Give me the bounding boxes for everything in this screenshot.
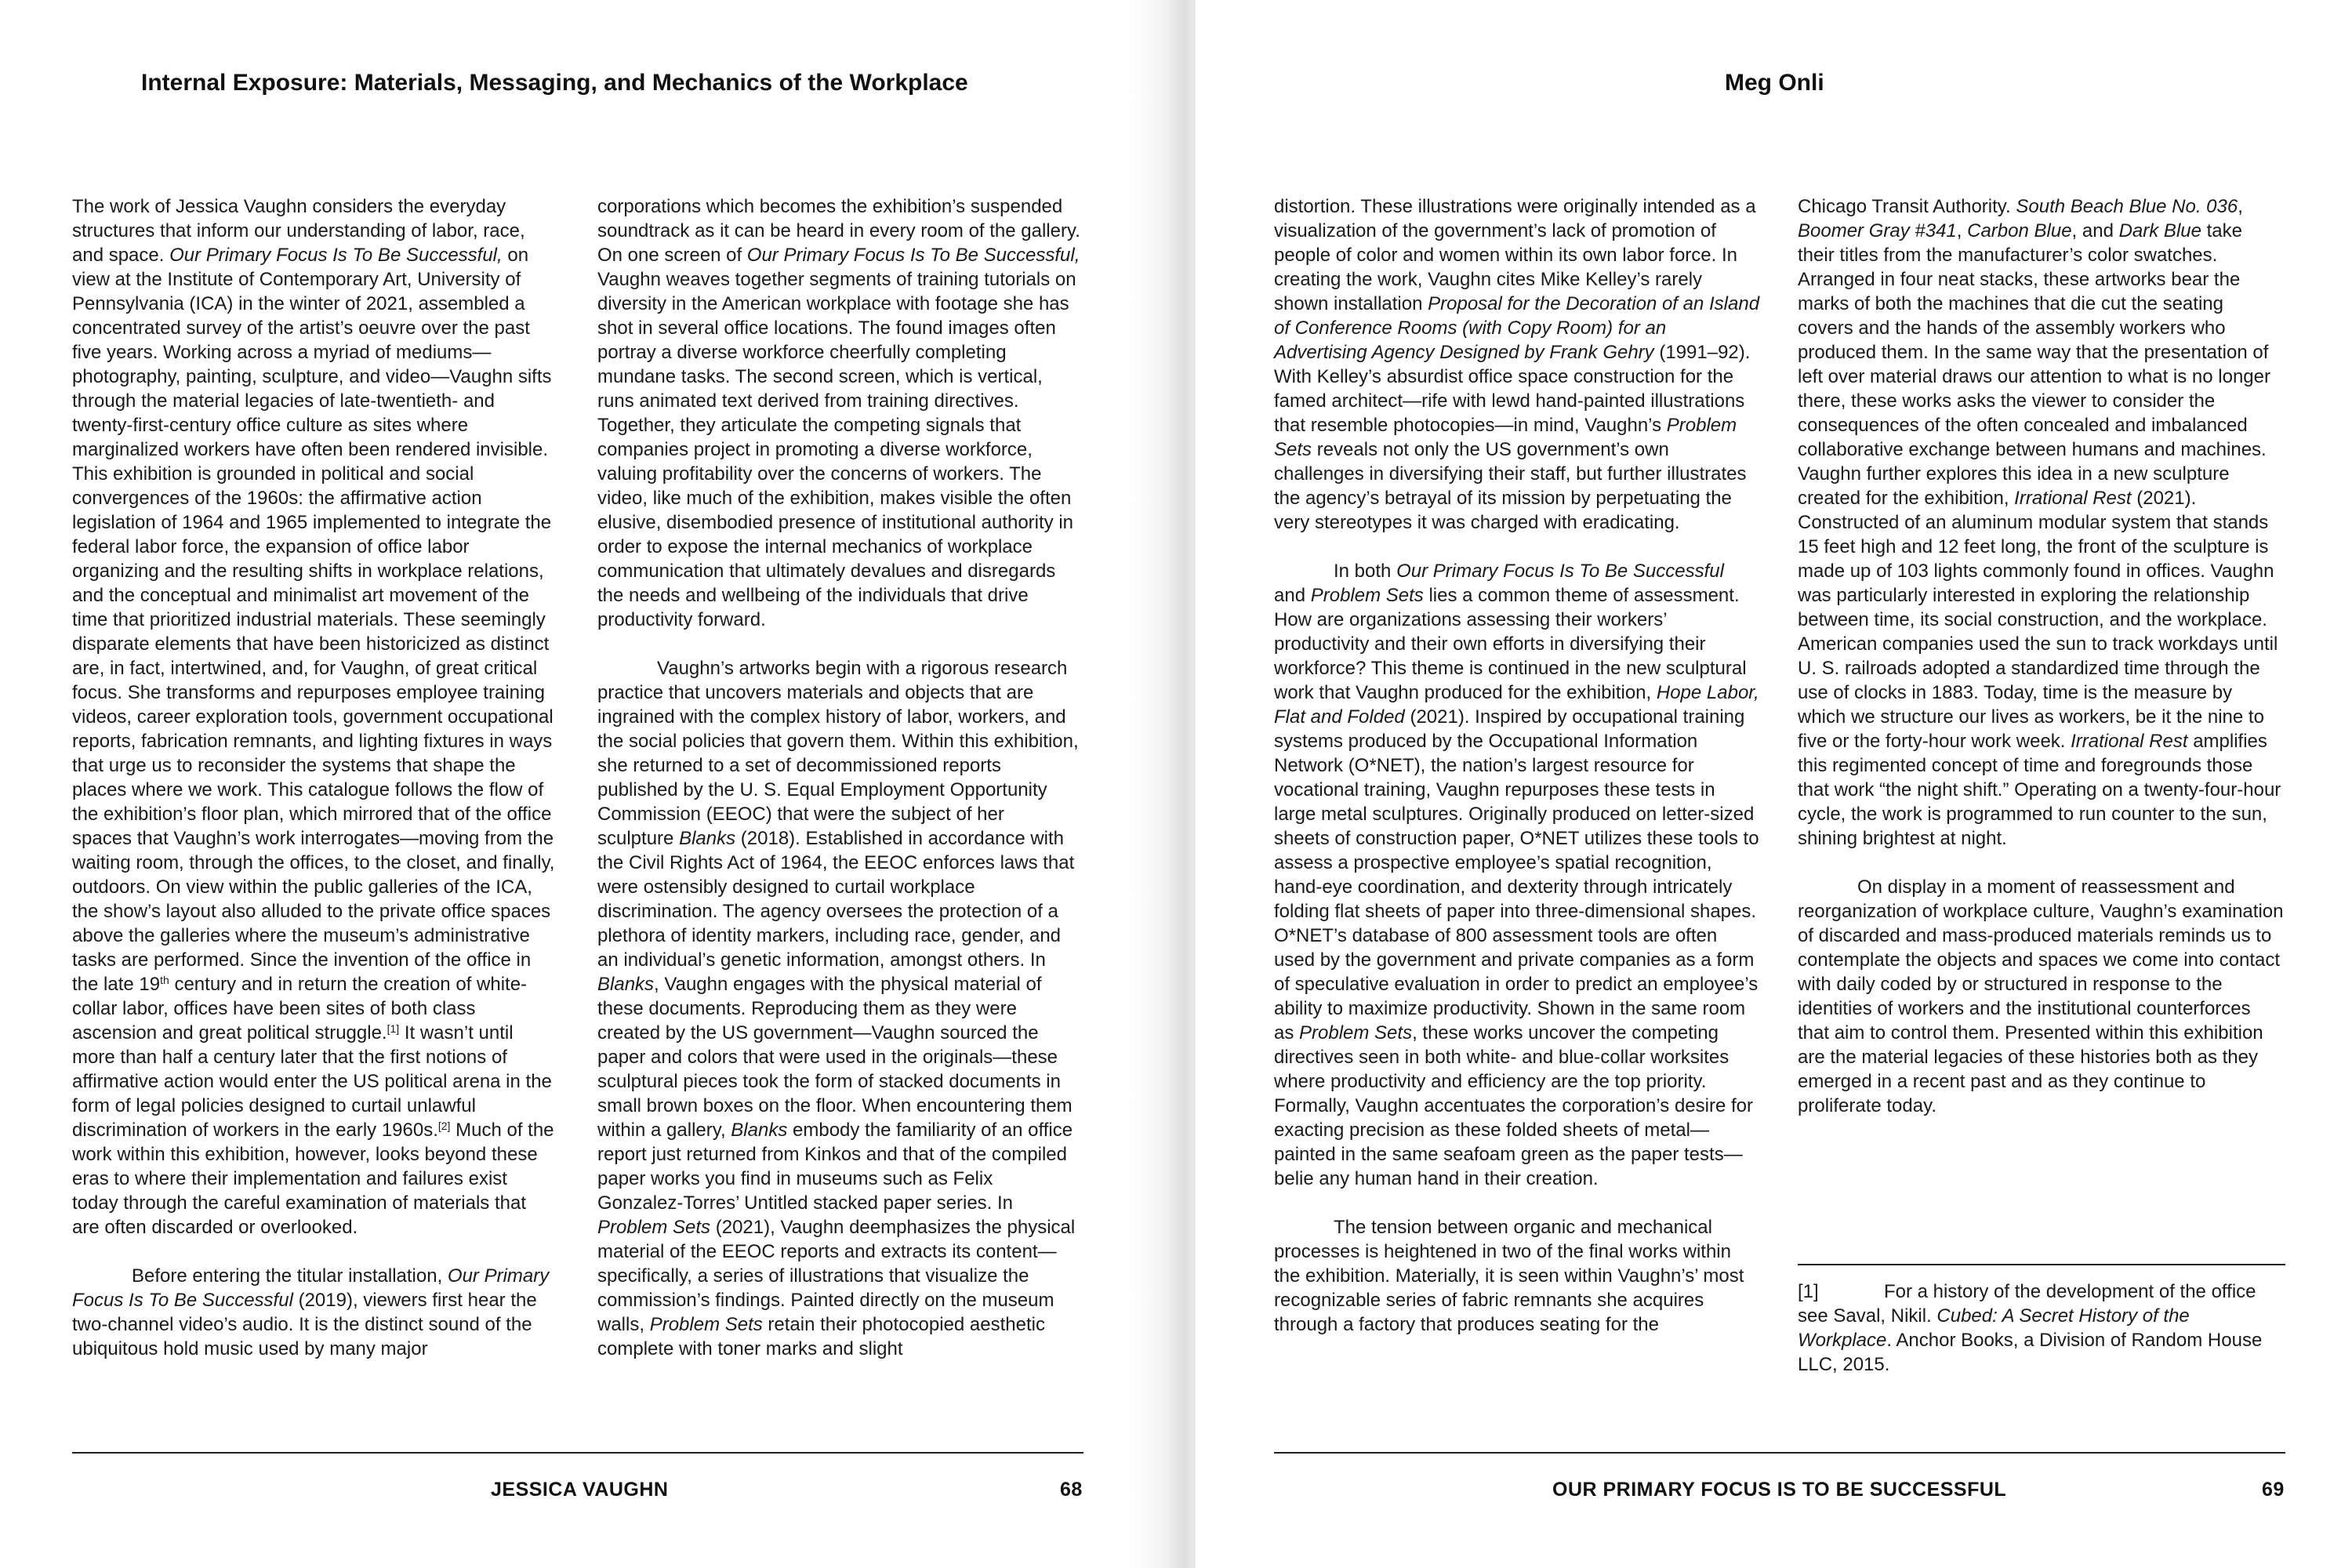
page-number-left: 68 — [1060, 1479, 1083, 1501]
paragraph: Before entering the titular installation, Our Primary Focus Is To Be Successful (2019), viewers first hear the two-channel video’s audio. It is the distinct sound of the ubiquitous hold music used by many major — [72, 1265, 550, 1359]
right-page — [1196, 0, 2352, 1568]
running-header-right: Meg Onli — [1725, 70, 1824, 96]
left-page-column-1 — [72, 194, 558, 1385]
footnote-rule — [1798, 1264, 2285, 1265]
footnote-number: [1] — [1798, 1281, 1819, 1302]
footer-rule — [1274, 1452, 2285, 1454]
paragraph: Chicago Transit Authority. South Beach Blue No. 036, Boomer Gray #341, Carbon Blue, and Dark Blue take their titles from the manufacturer’s color swatches. Arranged in four neat stacks, these artworks bear the marks of both the machines that die cut the seating covers and the hands of the assembly workers who produced them. In the same way that the presentation of left over material draws our attention to what is no longer there, these works asks the viewer to consider the consequences of the often concealed and imbalanced collaborative exchange between humans and machines. Vaughn further explores this idea in a new sculpture created for the exhibition, Irrational Rest (2021). Constructed of an aluminum modular system that stands 15 feet high and 12 feet long, the front of the sculpture is made up of 103 lights commonly found in offices. Vaughn was particularly interested in exploring the relationship between time, its social construction, and the workplace. American companies used the sun to track workdays until U. S. railroads adopted a standardized time through the use of clocks in 1883. Today, time is the measure by which we structure our lives as workers, be it the nine to five or the forty-hour work week. Irrational Rest amplifies this regimented concept of time and foregrounds those that work “the night shift.” Operating on a twenty-four-hour cycle, the work is programmed to run counter to the sun, shining brightest at night. — [1798, 196, 2281, 849]
running-header-left: Internal Exposure: Materials, Messaging, and Mechanics of the Workplace — [141, 70, 968, 96]
page-number-right: 69 — [2262, 1479, 2285, 1501]
footnote-ref-2[interactable]: [2] — [437, 1120, 451, 1132]
right-page-column-1 — [1274, 194, 1760, 1361]
running-footer-left: JESSICA VAUGHN — [491, 1479, 669, 1501]
paragraph: The work of Jessica Vaughn considers the everyday structures that inform our understanding of labor, race, and space. Our Primary Focus Is To Be Successful, on view at the Institute of Contemporary Art, University of Pennsylvania (ICA) in the winter of 2021, assembled a concentrated survey of the artist’s oeuvre over the past five years. Working across a myriad of mediums—photography, painting, sculpture, and video—Vaughn sifts through the material legacies of late-twentieth- and twenty-first-century office culture as sites where marginalized workers have often been rendered invisible. This exhibition is grounded in political and social convergences of the 1960s: the affirmative action legislation of 1964 and 1965 implemented to integrate the federal labor force, the expansion of office labor organizing and the resulting shifts in workplace relations, and the conceptual and minimalist art movement of the time that prioritized industrial materials. These seemingly disparate elements that have been historicized as distinct are, in fact, intertwined, and, for Vaughn, of great critical focus. She transforms and repurposes employee training videos, career exploration tools, government occupational reports, fabrication remnants, and lighting fixtures in ways that urge us to reconsider the systems that shape the places where we work. This catalogue follows the flow of the exhibition’s floor plan, which mirrored that of the office spaces that Vaughn’s work interrogates—moving from the waiting room, through the offices, to the closet, and finally, outdoors. On view within the public galleries of the ICA, the show’s layout also alluded to the private office spaces above the galleries where the museum’s administrative tasks are performed. Since the invention of the office in the late 19th century and in return the creation of white-collar labor, offices have been sites of both class ascension and great political struggle.[1] It wasn’t until more than half a century later that the first notions of affirmative action would enter the US political arena in the form of legal policies designed to curtail unlawful discrimination of workers in the early 1960s.[2] Much of the work within this exhibition, however, looks beyond these eras to where their implementation and failures exist today through the careful examination of materials that are often discarded or overlooked. — [72, 196, 555, 1238]
footer-rule — [72, 1452, 1083, 1454]
left-page — [0, 0, 1156, 1568]
footnote-ref-1[interactable]: [1] — [387, 1022, 400, 1035]
paragraph: distortion. These illustrations were originally intended as a visualization of the government’s lack of promotion of people of color and women within its own labor force. In creating the work, Vaughn cites Mike Kelley’s rarely shown installation Proposal for the Decoration of an Island of Conference Rooms (with Copy Room) for an Advertising Agency Designed by Frank Gehry (1991–92). With Kelley’s absurdist office space construction for the famed architect—rife with lewd hand-painted illustrations that resemble photocopies—in mind, Vaughn’s Problem Sets reveals not only the US government’s own challenges in diversifying their staff, but further illustrates the agency’s betrayal of its mission by perpetuating the very stereotypes it was charged with eradicating. — [1274, 196, 1760, 533]
paragraph: corporations which becomes the exhibition’s suspended soundtrack as it can be heard in every room of the gallery. On one screen of Our Primary Focus Is To Be Successful, Vaughn weaves together segments of training tutorials on diversity in the American workplace with footage she has shot in several office locations. The found images often portray a diverse workforce cheerfully completing mundane tasks. The second screen, which is vertical, runs animated text derived from training directives. Together, they articulate the competing signals that companies project in promoting a diverse workforce, valuing profitability over the concerns of workers. The video, like much of the exhibition, makes visible the often elusive, disembodied presence of institutional authority in order to expose the internal mechanics of workplace communication that ultimately devalues and disregards the needs and wellbeing of the individuals that drive productivity forward. — [597, 196, 1080, 630]
paragraph: In both Our Primary Focus Is To Be Successful and Problem Sets lies a common theme of assessment. How are organizations assessing their workers’ productivity and their own efforts in diversifying their workforce? This theme is continued in the new sculptural work that Vaughn produced for the exhibition, Hope Labor, Flat and Folded (2021). Inspired by occupational training systems produced by the Occupational Information Network (O*NET), the nation’s largest resource for vocational training, Vaughn repurposes these tests in large metal sculptures. Originally produced on letter-sized sheets of construction paper, O*NET utilizes these tools to assess a prospective employee’s spatial recognition, hand-eye coordination, and dexterity through intricately folding flat sheets of paper into three-dimensional shapes. O*NET’s database of 800 assessment tools are often used by the government and private companies as a form of speculative evaluation in order to predict an employee’s ability to maximize productivity. Shown in the same room as Problem Sets, these works uncover the competing directives seen in both white- and blue-collar worksites where productivity and efficiency are the top priority. Formally, Vaughn accentuates the corporation’s desire for exacting precision as these folded sheets of metal—painted in the same seafoam green as the paper tests—belie any human hand in their creation. — [1274, 561, 1759, 1189]
footnote: [1] For a history of the development of the office see Saval, Nikil. Cubed: A Secret History of the Workplace. Anchor Books, a Division of Random House LLC, 2015. — [1798, 1281, 2263, 1375]
left-page-column-2 — [597, 194, 1083, 1385]
paragraph: On display in a moment of reassessment and reorganization of workplace culture, Vaughn’s examination of discarded and mass-produced materials reminds us to contemplate the objects and spaces we come into contact with daily coded by or structured in response to the identities of workers and the institutional counterforces that aim to control them. Presented within this exhibition are the material legacies of these histories both as they emerged in a recent past and as they continue to proliferate today. — [1798, 877, 2284, 1116]
paragraph: The tension between organic and mechanical processes is heightened in two of the final works within the exhibition. Materially, it is seen within Vaughn’s’ most recognizable series of fabric remnants she acquires through a factory that produces seating for the — [1274, 1217, 1744, 1335]
paragraph: Vaughn’s artworks begin with a rigorous research practice that uncovers materials and objects that are ingrained with the complex history of labor, workers, and the social policies that govern them. Within this exhibition, she returned to a set of decommissioned reports published by the U. S. Equal Employment Opportunity Commission (EEOC) that were the subject of her sculpture Blanks (2018). Established in accordance with the Civil Rights Act of 1964, the EEOC enforces laws that were ostensibly designed to curtail workplace discrimination. The agency oversees the protection of a plethora of identity markers, including race, gender, and an individual’s genetic information, amongst others. In Blanks, Vaughn engages with the physical material of these documents. Reproducing them as they were created by the US government—Vaughn sourced the paper and colors that were used in the originals—these sculptural pieces took the form of stacked documents in small brown boxes on the floor. When encountering them within a gallery, Blanks embody the familiarity of an office report just returned from Kinkos and that of the compiled paper works you find in museums such as Felix Gonzalez-Torres’ Untitled stacked paper series. In Problem Sets (2021), Vaughn deemphasizes the physical material of the EEOC reports and extracts its content—specifically, a series of illustrations that visualize the commission’s findings. Painted directly on the museum walls, Problem Sets retain their photocopied aesthetic complete with toner marks and slight — [597, 658, 1079, 1359]
running-footer-right: OUR PRIMARY FOCUS IS TO BE SUCCESSFUL — [1552, 1479, 2007, 1501]
right-page-column-2 — [1798, 194, 2284, 1142]
